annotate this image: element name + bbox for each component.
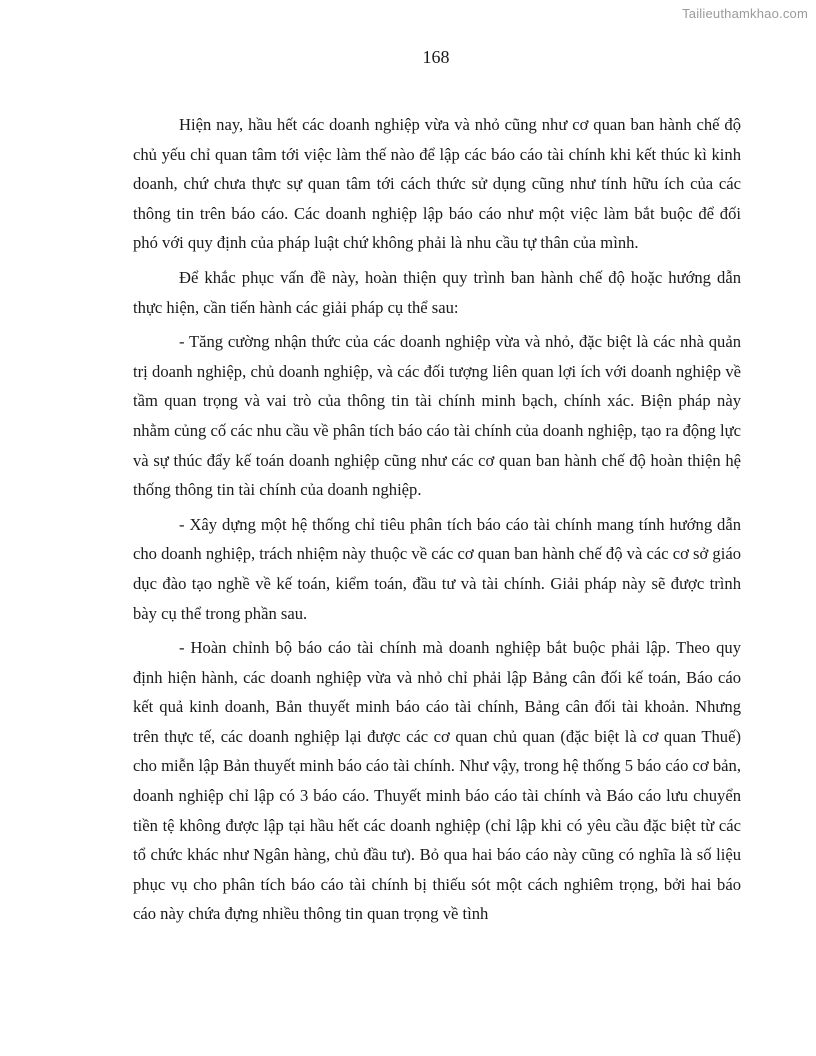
watermark-text: Tailieuthamkhao.com <box>682 6 808 21</box>
paragraph-1: Hiện nay, hầu hết các doanh nghiệp vừa và nhỏ cũng như cơ quan ban hành chế độ chủ yếu chỉ quan tâm tới việc làm thế nào để lập các báo cáo tài chính khi kết thúc kì kinh doanh, chứ chưa thực sự quan tâm tới cách thức sử dụng cũng như tính hữu ích của các thông tin trên báo cáo. Các doanh nghiệp lập báo cáo như một việc làm bắt buộc để đối phó với quy định của pháp luật chứ không phải là nhu cầu tự thân của mình. <box>133 115 741 253</box>
page-number: 168 <box>422 47 450 67</box>
paragraph-3: - Tăng cường nhận thức của các doanh nghiệp vừa và nhỏ, đặc biệt là các nhà quản trị doanh nghiệp, chủ doanh nghiệp, và các đối tượng liên quan lợi ích với doanh nghiệp về tầm quan trọng và vai trò của thông tin tài chính minh bạch, chính xác. Biện pháp này nhằm củng cố các nhu cầu về phân tích báo cáo tài chính của doanh nghiệp, tạo ra động lực và sự thúc đẩy kế toán doanh nghiệp cũng như các cơ quan ban hành chế độ hoàn thiện hệ thống thông tin tài chính của doanh nghiệp. <box>133 332 741 500</box>
document-body <box>133 110 741 934</box>
paragraph-5: - Hoàn chỉnh bộ báo cáo tài chính mà doanh nghiệp bắt buộc phải lập. Theo quy định hiện hành, các doanh nghiệp vừa và nhỏ chỉ phải lập Bảng cân đối kế toán, Báo cáo kết quả kinh doanh, Bản thuyết minh báo cáo tài chính, Bảng cân đối tài khoản. Nhưng trên thực tế, các doanh nghiệp lại được các cơ quan chủ quan (đặc biệt là cơ quan Thuế) cho miễn lập Bản thuyết minh báo cáo tài chính. Như vậy, trong hệ thống 5 báo cáo cơ bản, doanh nghiệp chỉ lập có 3 báo cáo. Thuyết minh báo cáo tài chính và Báo cáo lưu chuyển tiền tệ không được lập tại hầu hết các doanh nghiệp (chỉ lập khi có yêu cầu đặc biệt từ các tổ chức khác như Ngân hàng, chủ đầu tư). Bỏ qua hai báo cáo này cũng có nghĩa là số liệu phục vụ cho phân tích báo cáo tài chính bị thiếu sót một cách nghiêm trọng, bởi hai báo cáo này chứa đựng nhiều thông tin quan trọng về tình <box>133 638 741 924</box>
paragraph-4: - Xây dựng một hệ thống chỉ tiêu phân tích báo cáo tài chính mang tính hướng dẫn cho doanh nghiệp, trách nhiệm này thuộc về các cơ quan ban hành chế độ và các cơ sở giáo dục đào tạo nghề về kế toán, kiểm toán, đầu tư và tài chính. Giải pháp này sẽ được trình bày cụ thể trong phần sau. <box>133 514 741 623</box>
paragraph-2: Để khắc phục vấn đề này, hoàn thiện quy trình ban hành chế độ hoặc hướng dẫn thực hiện, cần tiến hành các giải pháp cụ thể sau: <box>133 267 741 317</box>
